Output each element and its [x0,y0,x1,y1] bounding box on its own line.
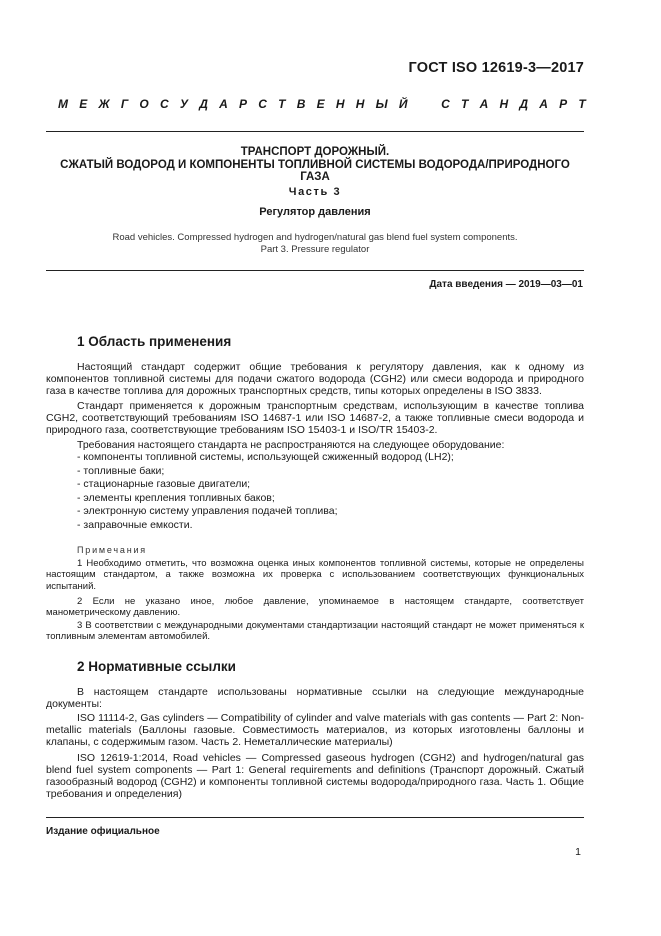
banner-letter: М [58,97,68,111]
note-1: 1 Необходимо отметить, что возможна оценка иных компонентов топливной системы, которые не определены настоящим стандартом, а также возможна их проверка с использованием соответствующих функциональных испытаний. [46,558,584,592]
section-1-paragraph-3: Требования настоящего стандарта не распространяются на следующее оборудование: [77,439,505,451]
banner-letter: Г [120,97,129,111]
standard-code: ГОСТ ISO 12619-3—2017 [408,60,584,76]
banner-letter: Т [578,97,586,111]
introduction-date: Дата введения — 2019—03—01 [429,279,583,290]
section-1-heading: 1 Область применения [77,334,232,349]
title-line-2: СЖАТЫЙ ВОДОРОД И КОМПОНЕНТЫ ТОПЛИВНОЙ СИСТЕМЫ ВОДОРОДА/ПРИРОДНОГО ГАЗА [60,159,570,183]
banner-letter: С [159,97,169,111]
edition-label: Издание официальное [46,826,160,837]
notes-heading: Примечания [77,545,147,555]
section-1-paragraph-2: Стандарт применяется к дорожным транспортным средствам, использующим в качестве топлива CGH2, соответствующий требованиям ISO 14687-1 или ISO 14687-2, а также топливные смеси водорода и природного газа, соответствующие требованиям ISO 15403-1 и ISO/TR 15403-2. [46,400,584,437]
top-divider [46,131,584,132]
section-1-paragraph-1: Настоящий стандарт содержит общие требования к регулятору давления, как к одному из компонентов топливной системы для подачи сжатого водорода (CGH2) или смеси водорода и природного газа в качестве топлива для дорожных транспортных средств, типы которых определены в ISO 3833. [46,361,584,398]
banner-letter: Ж [98,97,110,111]
list-item: - электронную систему управления подачей топлива; [77,505,338,517]
banner-letter: Й [398,97,408,111]
footer-divider [46,817,584,818]
page-number: 1 [575,846,581,858]
part-label: Часть 3 [288,186,342,198]
banner-letter: С [441,97,450,111]
banner-letter: С [258,97,267,111]
section-2-paragraph-1: В настоящем стандарте использованы нормативные ссылки на следующие международные документы: [46,686,584,711]
banner-letter: Н [499,97,509,111]
banner-letter: Н [335,97,345,111]
banner-letter: А [479,97,489,111]
list-item: - элементы крепления топливных баков; [77,492,275,504]
normative-reference-1: ISO 11114-2, Gas cylinders — Compatibility of cylinder and valve materials with gas contents — Part 2: Non-metallic materials (Баллоны газовые. Совместимость материалов, из которых изготовлены баллоны и клапаны, с содержимым газом. Часть 2. Неметаллические материалы) [46,712,584,749]
english-title-line-2: Part 3. Pressure regulator [260,244,370,255]
banner-letter: Т [278,97,286,111]
english-title-line-1: Road vehicles. Compressed hydrogen and hydrogen/natural gas blend fuel system components. [112,232,518,243]
banner-letter: Е [79,97,88,111]
banner-letter: Р [239,97,248,111]
title-line-1: ТРАНСПОРТ ДОРОЖНЫЙ. [240,146,390,158]
banner-letter: В [296,97,306,111]
banner-letter: Д [519,97,529,111]
subtitle: Регулятор давления [259,206,371,218]
interstate-standard-banner [58,97,586,111]
banner-letter: О [139,97,149,111]
banner-letter: Ы [375,97,388,111]
title-divider [46,270,584,271]
banner-letter: Т [461,97,469,111]
normative-reference-2: ISO 12619-1:2014, Road vehicles — Compressed gaseous hydrogen (CGH2) and hydrogen/natural gas blend fuel system components — Part 1: General requirements and definitions (Транспорт дорожный. Сжатый газообразный водород (CGH2) и компоненты топливной системы водорода/природного газа. Часть 1. Общие требования и определения) [46,752,584,801]
list-item: - заправочные емкости. [77,519,193,531]
banner-letter: А [219,97,228,111]
list-item: - стационарные газовые двигатели; [77,478,251,490]
banner-letter: Д [199,97,208,111]
banner-letter: Н [355,97,365,111]
note-3: 3 В соответствии с международными документами стандартизации настоящий стандарт не может применяться к топливным элементам автомобилей. [46,620,584,643]
section-2-heading: 2 Нормативные ссылки [77,659,236,674]
banner-letter: Р [559,97,568,111]
list-item: - топливные баки; [77,465,165,477]
banner-letter: А [539,97,548,111]
banner-letter: У [179,97,188,111]
banner-letter: Е [316,97,325,111]
list-item: - компоненты топливной системы, использующей сжиженный водород (LH2); [77,451,454,463]
note-2: 2 Если не указано иное, любое давление, упоминаемое в настоящем стандарте, соответствует манометрическому давлению. [46,596,584,619]
